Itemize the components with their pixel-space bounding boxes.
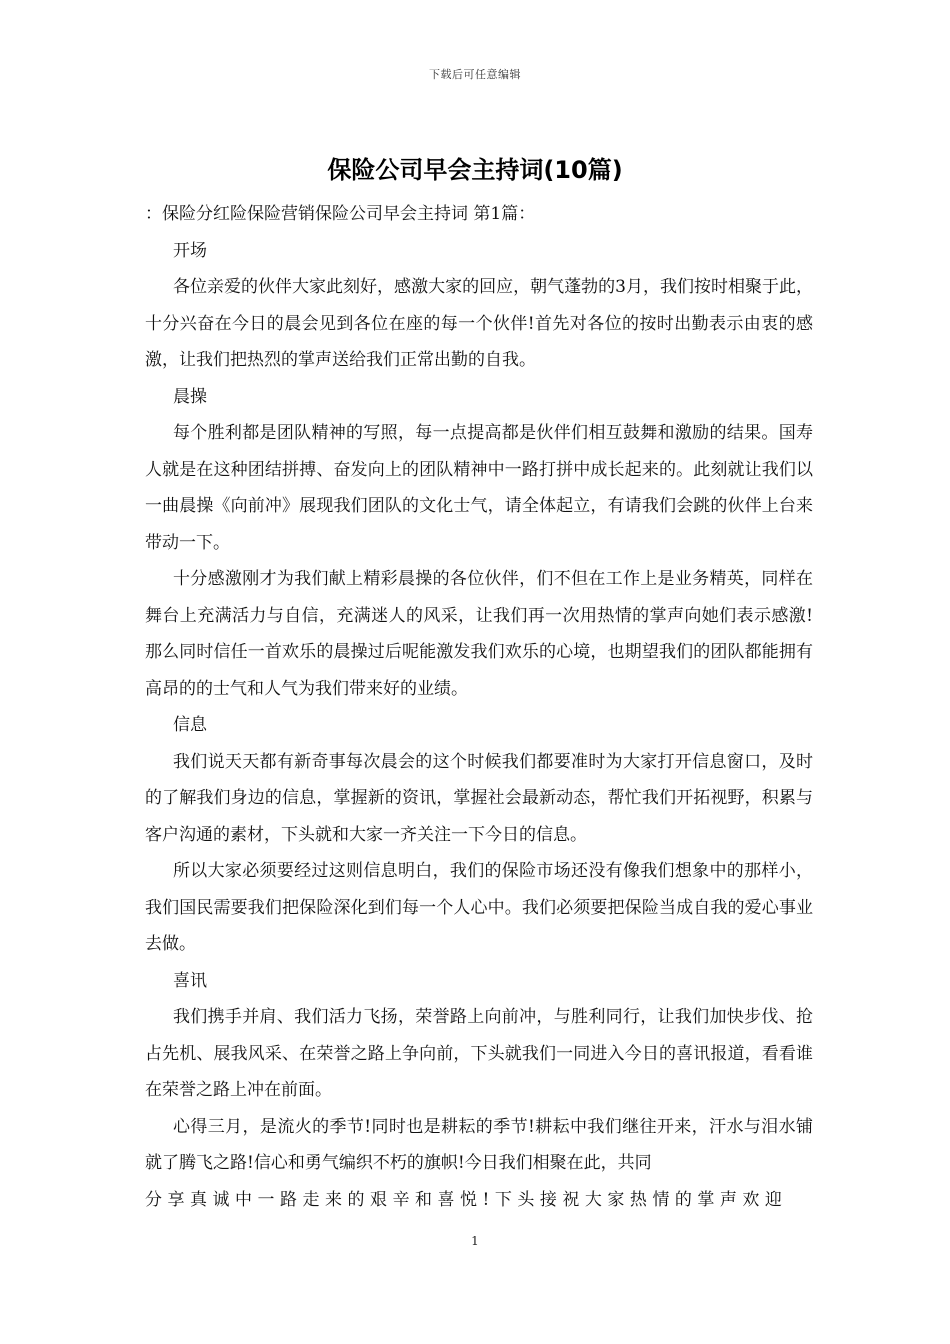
header-note: 下载后可任意编辑	[429, 68, 521, 81]
page-number: 1	[471, 1234, 479, 1248]
document-title: 保险公司早会主持词(10篇)	[327, 156, 623, 184]
intro-line: ：保险分红险保险营销保险公司早会主持词 第1篇：	[145, 204, 536, 224]
section-heading-good-news: 喜讯	[173, 970, 207, 991]
paragraph: 十分感激刚才为我们献上精彩晨操的各位伙伴，们不但在工作上是业务精英，同样在舞台上充满活力与自信，充满迷人的风采，让我们再一次用热情的掌声向她们表示感激!那么同时信任一首欢乐的晨操过后呢能激发我们欢乐的心境，也期望我们的团队都能拥有高昂的的士气和人气为我们带来好的业绩。	[145, 569, 813, 699]
paragraph: 每个胜利都是团队精神的写照，每一点提高都是伙伴们相互鼓舞和激励的结果。国寿人就是在这种团结拼搏、奋发向上的团队精神中一路打拼中成长起来的。此刻就让我们以一曲晨操《向前冲》展现我们团队的文化士气，请全体起立，有请我们会跳的伙伴上台来带动一下。	[145, 423, 813, 553]
paragraph: 我们说天天都有新奇事每次晨会的这个时候我们都要准时为大家打开信息窗口，及时的了解我们身边的信息，掌握新的资讯，掌握社会最新动态，帮忙我们开拓视野，积累与客户沟通的素材，下头就和大家一齐关注一下今日的信息。	[145, 751, 813, 845]
document-body	[145, 196, 813, 1218]
section-heading-morning-exercise: 晨操	[173, 386, 207, 407]
section-heading-information: 信息	[173, 715, 207, 735]
paragraph-continuation: 分享真诚中一路走来的艰辛和喜悦!下头接祝大家热情的掌声欢迎	[145, 1189, 788, 1210]
paragraph: 所以大家必须要经过这则信息明白，我们的保险市场还没有像我们想象中的那样小，我们国民需要我们把保险深化到们每一个人心中。我们必须要把保险当成自我的爱心事业去做。	[145, 861, 813, 954]
section-heading-opening: 开场	[173, 240, 207, 261]
paragraph: 各位亲爱的伙伴大家此刻好，感激大家的回应，朝气蓬勃的3月，我们按时相聚于此，十分兴奋在今日的晨会见到各位在座的每一个伙伴!首先对各位的按时出勤表示由衷的感激，让我们把热烈的掌声送给我们正常出勤的自我。	[145, 277, 813, 370]
paragraph: 我们携手并肩、我们活力飞扬，荣誉路上向前冲，与胜利同行，让我们加快步伐、抢占先机、展我风采、在荣誉之路上争向前，下头就我们一同进入今日的喜讯报道，看看谁在荣誉之路上冲在前面。	[145, 1007, 813, 1100]
paragraph: 心得三月，是流火的季节!同时也是耕耘的季节!耕耘中我们继往开来，汗水与泪水铺就了腾飞之路!信心和勇气编织不朽的旗帜!今日我们相聚在此，共同	[145, 1116, 813, 1173]
